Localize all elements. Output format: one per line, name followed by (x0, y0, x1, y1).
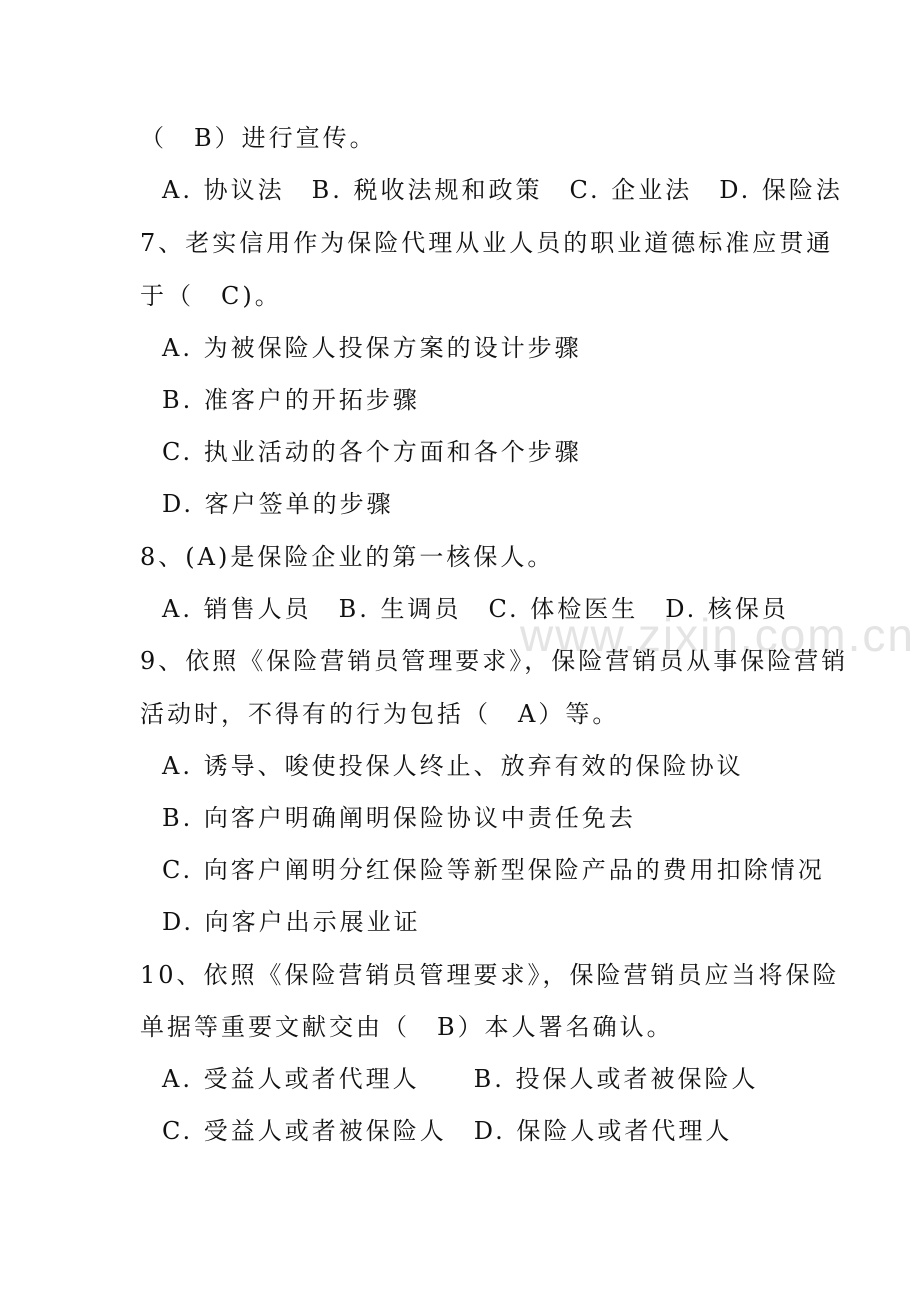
question-7-option-c: C. 执业活动的各个方面和各个步骤 (162, 438, 582, 466)
question-9-stem: 9、依照《保险营销员管理要求》，保险营销员从事保险营销 (140, 647, 849, 675)
question-8-options: A. 销售人员 B. 生调员 C. 体检医生 D. 核保员 (162, 595, 789, 623)
question-7-option-a: A. 为被保险人投保方案的设计步骤 (162, 334, 582, 362)
question-9-option-b: B. 向客户明确阐明保险协议中责任免去 (162, 804, 636, 832)
question-10-stem-cont: 单据等重要文献交由（ B）本人署名确认。 (140, 1013, 674, 1041)
question-6-stem-end: （ B）进行宣传。 (140, 124, 377, 152)
question-9-option-d: D. 向客户出示展业证 (162, 908, 421, 936)
question-7-option-b: B. 准客户的开拓步骤 (162, 386, 420, 414)
question-7-stem: 7、老实信用作为保险代理从业人员的职业道德标准应贯通 (140, 229, 834, 257)
question-9-option-a: A. 诱导、唆使投保人终止、放弃有效的保险协议 (162, 752, 744, 780)
question-10-options-cd: C. 受益人或者被保险人 D. 保险人或者代理人 (162, 1117, 733, 1145)
question-10-stem: 10、依照《保险营销员管理要求》，保险营销员应当将保险 (140, 961, 840, 989)
watermark: www.zixin.com.cn (520, 609, 915, 661)
question-8-stem: 8、(A)是保险企业的第一核保人。 (140, 543, 555, 571)
question-10-options-ab: A. 受益人或者代理人 B. 投保人或者被保险人 (162, 1065, 759, 1093)
question-9-stem-cont: 活动时，不得有的行为包括（ A）等。 (140, 700, 620, 728)
question-9-option-c: C. 向客户阐明分红保险等新型保险产品的费用扣除情况 (162, 856, 825, 884)
question-7-option-d: D. 客户签单的步骤 (162, 490, 394, 518)
question-7-stem-cont: 于（ C)。 (140, 282, 282, 310)
question-6-options: A. 协议法 B. 税收法规和政策 C. 企业法 D. 保险法 (162, 176, 843, 204)
